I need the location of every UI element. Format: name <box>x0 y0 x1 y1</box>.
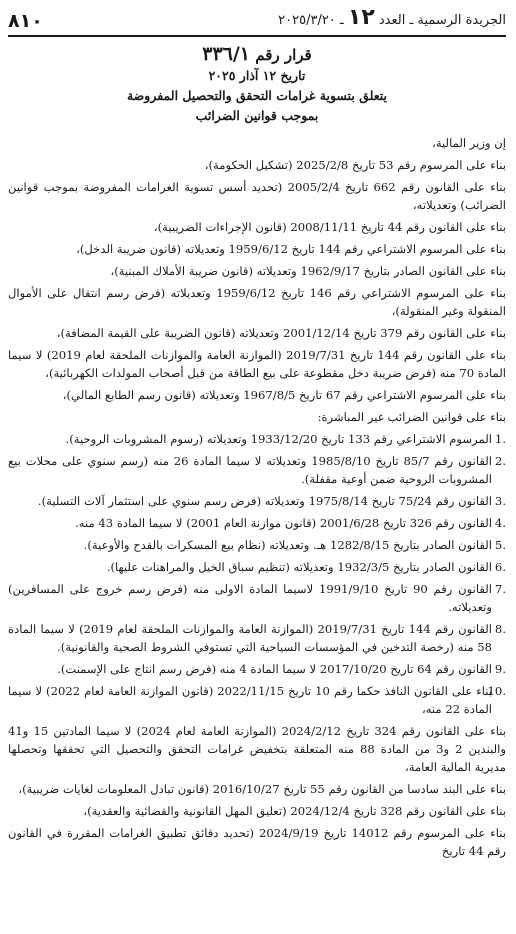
list-item-text: القانون رقم 85/7 تاريخ 1985/8/10 وتعديلاته لا سيما المادة 26 منه (رسم سنوي على محلات بيع المشروبات الروحية ضمن أوعية مقفلة). <box>8 454 492 486</box>
list-item-number: .7 <box>494 582 506 596</box>
preamble-intro <box>8 134 506 426</box>
list-item-number: .9 <box>494 662 506 676</box>
list-item-text: القانون رقم 326 تاريخ 2001/6/28 (قانون موازنة العام 2001) لا سيما المادة 43 منه. <box>75 516 492 530</box>
list-item-text: المرسوم الاشتراعي رقم 133 تاريخ 1933/12/20 وتعديلاته (رسوم المشروبات الروحية). <box>65 432 492 446</box>
preamble-paragraph: بناء على القانون رقم 324 تاريخ 2024/2/12 (الموازنة العامة لعام 2024) لا سيما المادتين 15 و41 والبندين 2 و3 من المادة 88 منه المتعلقة بتخفيض غرامات التحقق والتحصيل التي تحققها وتحصلها مديرية المالية العامة، <box>8 724 506 774</box>
decision-date: تاريخ ١٢ آذار ٢٠٢٥ <box>208 68 306 83</box>
list-item <box>8 452 506 488</box>
preamble-paragraph: إن وزير المالية، <box>432 136 506 150</box>
gazette-info <box>278 6 506 33</box>
preamble-closing <box>8 722 506 860</box>
list-item-number: .4 <box>494 516 506 530</box>
page-header <box>8 6 506 37</box>
list-item-text: القانون الصادر بتاريخ 1932/3/5 وتعديلاته (تنظيم سباق الخيل والمراهنات عليها). <box>106 560 492 574</box>
list-item-text: القانون رقم 90 تاريخ 1991/9/10 لاسيما المادة الاولى منه (فرض رسم خروج على المسافرين) وتعديلاته. <box>8 582 492 614</box>
list-item-number: .8 <box>494 622 506 636</box>
list-item <box>8 492 506 510</box>
preamble-paragraph: بناء على القانون رقم 662 تاريخ 2005/2/4 (تحديد أسس تسوية الغرامات المفروضة بموجب قوانين الضرائب) وتعديلاته، <box>8 180 506 212</box>
decision-title <box>8 43 506 66</box>
preamble-paragraph: بناء على المرسوم رقم 53 تاريخ 2025/2/8 (تشكيل الحكومة)، <box>204 158 506 172</box>
publication-name: الجريدة الرسمية ـ العدد <box>378 13 506 28</box>
preamble-paragraph: بناء على القانون رقم 44 تاريخ 2008/11/11 (قانون الإجراءات الضريبية)، <box>153 220 506 234</box>
list-item <box>8 620 506 656</box>
preamble-paragraph: بناء على قوانين الضرائب غير المباشرة: <box>317 410 506 424</box>
page-number: ٨١٠ <box>8 10 43 32</box>
list-item-text: بناء على القانون النافذ حكما رقم 10 تاريخ 2022/11/15 (قانون الموازنة العامة لعام 2022) لا سيما المادة 22 منه، <box>8 684 492 716</box>
list-item <box>8 558 506 576</box>
decision-subject-line-2: بموجب قوانين الضرائب <box>195 108 319 123</box>
indirect-tax-laws-list <box>8 430 506 718</box>
preamble-paragraph: بناء على القانون رقم 379 تاريخ 2001/12/14 وتعديلاته (قانون الضريبة على القيمة المضافة)، <box>56 326 506 340</box>
list-item-number: .10 <box>487 684 506 698</box>
list-item <box>8 536 506 554</box>
decision-subject-line-1: يتعلق بتسوية غرامات التحقق والتحصيل المفروضة <box>126 88 387 103</box>
preamble-paragraph: بناء على القانون الصادر بتاريخ 1962/9/17 وتعديلاته (قانون ضريبة الأملاك المبنية)، <box>110 264 506 278</box>
list-item <box>8 580 506 616</box>
list-item <box>8 660 506 678</box>
list-item <box>8 682 506 718</box>
decision-title-prefix: قرار رقم <box>255 46 312 64</box>
preamble-paragraph: بناء على المرسوم رقم 14012 تاريخ 2024/9/19 (تحديد دقائق تطبيق الغرامات المقررة في القانون رقم 44 تاريخ <box>8 826 506 858</box>
list-item-number: .3 <box>494 494 506 508</box>
issue-date: ـ ٢٠٢٥/٣/٢٠ <box>278 13 344 28</box>
preamble-paragraph: بناء على القانون رقم 328 تاريخ 2024/12/4 (تعليق المهل القانونية والقضائية والعقدية)، <box>83 804 506 818</box>
list-item-text: القانون رقم 64 تاريخ 2017/10/20 لا سيما المادة 4 منه (فرض رسم انتاج على الإسمنت). <box>57 662 492 676</box>
list-item-number: .6 <box>494 560 506 574</box>
issue-number: ١٢ <box>347 5 375 30</box>
list-item-number: .2 <box>494 454 506 468</box>
preamble-paragraph: بناء على المرسوم الاشتراعي رقم 144 تاريخ 1959/6/12 وتعديلاته (قانون ضريبة الدخل)، <box>76 242 506 256</box>
list-item <box>8 514 506 532</box>
preamble-paragraph: بناء على المرسوم الاشتراعي رقم 146 تاريخ 1959/6/12 وتعديلاته (فرض رسم انتقال على الأموال المنقولة وغير المنقولة)، <box>8 286 506 318</box>
preamble-paragraph: بناء على البند سادسا من القانون رقم 55 تاريخ 2016/10/27 (قانون تبادل المعلومات لغايات ضريبية)، <box>18 782 506 796</box>
list-item-text: القانون رقم 144 تاريخ 2019/7/31 (الموازنة العامة والموازنات الملحقة لعام 2019) لا سيما المادة 58 منه (رخصة التدخين في المؤسسات السياحية التي تستوفي الشروط الصحية والقانونية). <box>8 622 492 654</box>
list-item-text: القانون الصادر بتاريخ 1282/8/15 هـ. وتعديلاته (نظام بيع المسكرات بالقدح والأوعية). <box>83 538 492 552</box>
list-item-number: .1 <box>494 432 506 446</box>
preamble-paragraph: بناء على المرسوم الاشتراعي رقم 67 تاريخ 1967/8/5 وتعديلاته (قانون رسم الطابع المالي)، <box>62 388 506 402</box>
list-item-text: القانون رقم 75/24 تاريخ 1975/8/14 وتعديلاته (فرض رسم سنوي على استثمار آلات التسلية). <box>37 494 492 508</box>
decision-body <box>8 134 506 860</box>
list-item <box>8 430 506 448</box>
list-item-number: .5 <box>494 538 506 552</box>
preamble-paragraph: بناء على القانون رقم 144 تاريخ 2019/7/31 (الموازنة العامة والموازنات الملحقة لعام 2019) لا سيما المادة 70 منه (فرض ضريبة دخل مقطوعة على بيع الطاقة من قبل أصحاب المولدات الكهربائية)، <box>8 348 506 380</box>
decision-number: ٣٣٦/١ <box>202 43 251 65</box>
decision-title-block <box>8 43 506 126</box>
